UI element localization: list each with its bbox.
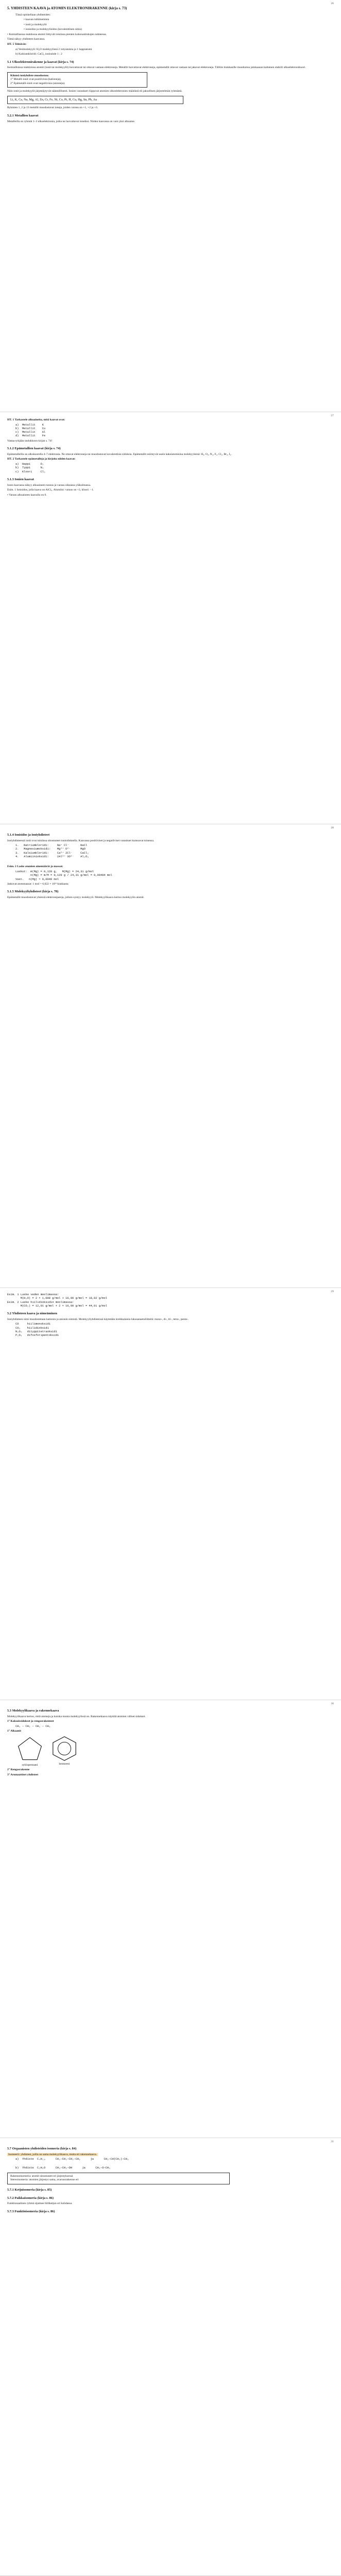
- page-number: 26: [331, 2, 334, 5]
- note-line: Jatkuvat atommassat: 1 mol = 6,022 × 10²³ hiukkasta: [7, 882, 69, 886]
- benzene-ring-icon: [49, 1735, 79, 1762]
- section-title: 5.7.2 Paikkaisomeria (kirja s. 86): [7, 2196, 54, 2200]
- page-30: [0, 1700, 341, 2138]
- section-title: 5.2 Yhdisteen kaava ja nimeäminen: [7, 1312, 57, 1316]
- structure-label: 1° Alkaanit: [7, 1730, 21, 1733]
- section-title: 5.2.1 Metallien kaavat: [7, 113, 39, 117]
- exercise-title: HT. 5 Tehtävät:: [7, 43, 27, 46]
- section-title: 5.3 Molekyylikaava ja rakennekaava: [7, 1709, 59, 1713]
- page-number: 30: [331, 1702, 334, 1705]
- highlight-line: [7, 2153, 334, 2157]
- elements-line: Li, K, Ca, Na, Mg, Al, Zn, Cr, Fe, Ni, Co, Pt, H, Cu, Hg, Sn, Pb, Au: [10, 98, 97, 102]
- calc-line: n(Mg) = m/M = 0,120 g / 24,31 g/mol = 0,00494 mol: [15, 874, 112, 877]
- section-title: 5.1.3 Ionien kaavat: [7, 477, 34, 481]
- section-text: Ionin kaavassa näkyy alkuaineen tunnus ja varaus oikeassa yläkulmassa.: [7, 483, 91, 487]
- section-text: Näin ionit ja molekyylit järjestäytyvät säännöllisesti. Ionien varaukset riippuvat atomien ulkoelektronien määrästä eli jaksollisen järjestelmän ryhmästä.: [7, 90, 182, 93]
- section-title: 5.1 Ulkoelektronirakenne ja kaavat (kirja s. 74): [7, 60, 74, 64]
- exercise-item: b) Metallit Cu: [15, 427, 46, 430]
- box-line: Rakenneisomeria: atomit sitoutuneet eri järjestyksessä: [10, 2174, 73, 2178]
- isomer-line: a) Yhdiste C₄H₁₀ CH₃–CH₂–CH₂–CH₃ ja CH₃–CH(CH₃)–CH₃: [15, 2158, 129, 2161]
- section-text: Funktionaalinen ryhmä sijaitsee hiiliketjun eri kohdassa.: [7, 2202, 73, 2206]
- isomer-box: [7, 2173, 230, 2184]
- exercise-item: c) Metallit Al: [15, 431, 46, 434]
- section-text: Kemiallisissa reaktioissa atomit (ionit tai molekyylit) luovuttavat tai ottavat vastaan elektroneja. Metallit luovuttavat elektroneja, epämetallit ottavat vastaan tai jakavat elektroneja. Tällöin hiukkasille muodostuu jalokaasun kaltainen stabiili ulkoelektronikuori.: [7, 66, 306, 70]
- bullet-line: Tämä näkyy yhdisteen kaavassa.: [7, 38, 45, 41]
- rule-line: Kiinteä ioniyhdiste muodostuu:: [10, 74, 49, 77]
- exercise-title: HT. 1 Tarkastele alkuaineita, mitä kaavat ovat:: [7, 418, 65, 421]
- isomer-line: b) Yhdiste C₂H₆O CH₃–CH₂–OH ja CH₃–O–CH₃: [15, 2166, 111, 2170]
- intro-line: • ionit ja molekyylit: [24, 23, 47, 26]
- calc-line: Esim. 2 Laske hiilidioksidin moolimassa:: [7, 1300, 74, 1304]
- exercise-item: a) Happi O₂: [15, 463, 44, 466]
- page-29: [0, 1288, 341, 1700]
- rule-line: 2° Epämetalli-ionit ovat negatiivisia (anioneja).: [10, 81, 65, 85]
- exercise-item: b) Typpi N₂: [15, 466, 44, 470]
- exercise-item: c) Kloori Cl₂: [15, 470, 46, 473]
- intro-list: [15, 13, 334, 32]
- box-line: Stereoisomeria: atomien järjestys sama, avaruusrakenne eri: [10, 2178, 79, 2182]
- subsection-title: 1° Kaksoissidokset ja rengasrakenteet: [7, 1720, 54, 1723]
- structure-label: 3° Aromaattiset yhdisteet: [7, 1773, 39, 1776]
- calc-line: M(CO₂) = 12,01 g/mol + 2 × 16,00 g/mol = 44,01 g/mol: [15, 1304, 107, 1308]
- page-number: 31: [331, 2140, 334, 2143]
- name-line: N₂O₄ dityppitetraoksidi: [15, 1330, 57, 1333]
- exercise-item: b) Kalsiumkloridi: CaCl₂ ionisuhde 1 : 2: [15, 53, 62, 56]
- name-line: CO₂ hiilidioksidi: [15, 1326, 49, 1330]
- page-28: [0, 824, 341, 1288]
- intro-line: Tässä opiskellaan yhdisteiden:: [15, 13, 51, 16]
- section-text: Ioniyhdisteessä ionit ovat toisiinsa sitoutuneet ionisidoksella. Kaavassa positiiviset ja negatiiviset varaukset kumoavat toisensa.: [7, 839, 155, 842]
- section-text: Molekyylikaava kertoo, mitä atomeja ja kuinka monta molekyylissä on. Rakennekaava näyttää atomien väliset sidokset.: [7, 1715, 146, 1718]
- exercise-item: a) Vesimolekyyli: H₂O molekyylissä 2 vetyatomia ja 1 happiatomi: [15, 47, 92, 51]
- page-number: 29: [331, 1290, 334, 1293]
- isomer-definition: Isomeerit: yhdisteet, joilla on sama molekyylikaava, mutta eri rakennekaava.: [8, 2153, 97, 2156]
- intro-line: • ionisidos ja molekyylisidos (kovalenttinen sidos): [24, 28, 82, 31]
- example-line: Esim. 1 Ionisidos, jolla kaava on AlCl₃. Alumiini: varaus on +3, kloori: −1.: [7, 488, 94, 492]
- bullet-line: • Kemiallisessa reaktiossa atomit liittyvät toisiinsa pienten kokonaislukujen suhteessa.: [7, 32, 107, 36]
- section-title: 5.1.2 Epämetallien kaavat (kirja s. 74): [7, 447, 61, 451]
- page-31: [0, 2138, 341, 2576]
- rule-box: [7, 72, 147, 88]
- section-text: Epämetallit muodostavat yhteisiä elektronipareja, jolloin syntyy molekyyli. Molekyylikaava kertoo molekyylin atomit.: [7, 896, 145, 899]
- chapter-title: 5. YHDISTEEN KAAVA ja ATOMIN ELEKTRONIRAKENNE (kirja s. 73): [7, 6, 127, 10]
- example-line: 4. Alumiinioksidi: 2Al³⁺ 3O²⁻ Al₂O₃: [15, 855, 89, 859]
- section-text: Ryhmien 1, 2 ja 13 metallit muodostavat ioneja, joiden varaus on +1, +2 ja +3.: [7, 106, 98, 110]
- structure-label: 2° Rengasrakenne: [7, 1768, 30, 1772]
- section-title: 5.1.4 Ionisidos ja ioniyhdisteet: [7, 833, 50, 837]
- section-text: Metalleilla on ryhmät 1–3 ulkoelektronia, jotka ne luovuttavat ioneiksi. Niiden kaavassa on vain yksi alkuaine.: [7, 120, 135, 123]
- page-27: [0, 412, 341, 824]
- exercise-note: Vastaa tyhjään taulukkoon kirjan s. 74!: [7, 439, 53, 443]
- benzene-structure: [49, 1735, 79, 1767]
- calc-line: Vast. n(Mg) ≈ 0,0049 mol: [15, 877, 59, 881]
- calc-line: M(H₂O) = 2 × 1,008 g/mol + 16,00 g/mol = 18,02 g/mol: [15, 1297, 107, 1300]
- note-line: • Varaus alkuaineen kaavalla on 0.: [7, 493, 47, 497]
- name-line: CO hiilimonoksidi: [15, 1323, 50, 1326]
- calc-line: Laskut: m(Mg) = 0,120 g, M(Mg) = 24,31 g/mol: [15, 870, 94, 873]
- example-line: 1. Natriumkloridi: Na⁺ Cl⁻ NaCl: [15, 844, 88, 848]
- page-number: 27: [331, 414, 334, 417]
- exercise-title: HT. 2 Tarkastele epämetalleja ja kirjoita niiden kaavat:: [7, 457, 76, 461]
- pentagon-label: syklopentaani: [22, 1763, 38, 1767]
- rule-line: 1° Metalli-ionit ovat positiivisia (kationeja),: [10, 78, 61, 81]
- pentagon-ring-icon: [15, 1735, 44, 1764]
- section-title: 5.7.3 Funktioisomeria (kirja s. 86): [7, 2209, 55, 2213]
- name-line: P₂O₅ difosforipentoksidi: [15, 1334, 59, 1337]
- section-title: 5.1.5 Molekyyliyhdisteet (kirja s. 78): [7, 890, 59, 894]
- section-title: 5.7.1 Ketjuisomeria (kirja s. 85): [7, 2188, 52, 2192]
- example-line: 2. Magnesiumoksidi: Mg²⁺ O²⁻ MgO: [15, 848, 86, 851]
- calc-line: Esim. 1 Laske veden moolimassa:: [7, 1293, 59, 1296]
- section-text: Ioniyhdisteen nimi muodostetaan kationin ja anionin nimistä. Molekyyliyhdisteissä käytetään kreikkalaisia lukusanaetuliitteitä: mono-, di-, tri-, tetra-, penta-.: [7, 1317, 189, 1321]
- example-line: 3. Kalsiumkloridi: Ca²⁺ 2Cl⁻ CaCl₂: [15, 851, 89, 855]
- structures-row: [15, 1735, 334, 1768]
- benzene-label: bentseeni: [59, 1762, 70, 1766]
- section-title: 5.7 Orgaanisten yhdisteiden isomeria (kirja s. 84): [7, 2147, 77, 2150]
- exercise-item: a) Metallit K: [15, 423, 44, 427]
- page-number: 28: [331, 826, 334, 829]
- calc-title: Esim. 2 Laske atomien ainemäärät ja massat:: [7, 865, 63, 869]
- page-26: [0, 0, 341, 412]
- intro-line: • kaavan tulkitsemista: [24, 18, 49, 22]
- exercise-item: d) Metallit Fe: [15, 434, 46, 438]
- chain-formula: CH₃ – CH₂ – CH₂ – CH₃: [15, 1724, 50, 1728]
- elements-box: [7, 96, 183, 104]
- pentagon-structure: [15, 1735, 44, 1768]
- section-text: Epämetalleilla on ulkokuorella 4–7 elektronia. Ne ottavat elektroneja tai muodostavat kovalenttisia sidoksia. Epämetallit esiintyvät usein kaksiatomisina molekyyleinä: H₂, O₂, N₂, F₂, Cl₂, Br₂, I₂.: [7, 452, 232, 456]
